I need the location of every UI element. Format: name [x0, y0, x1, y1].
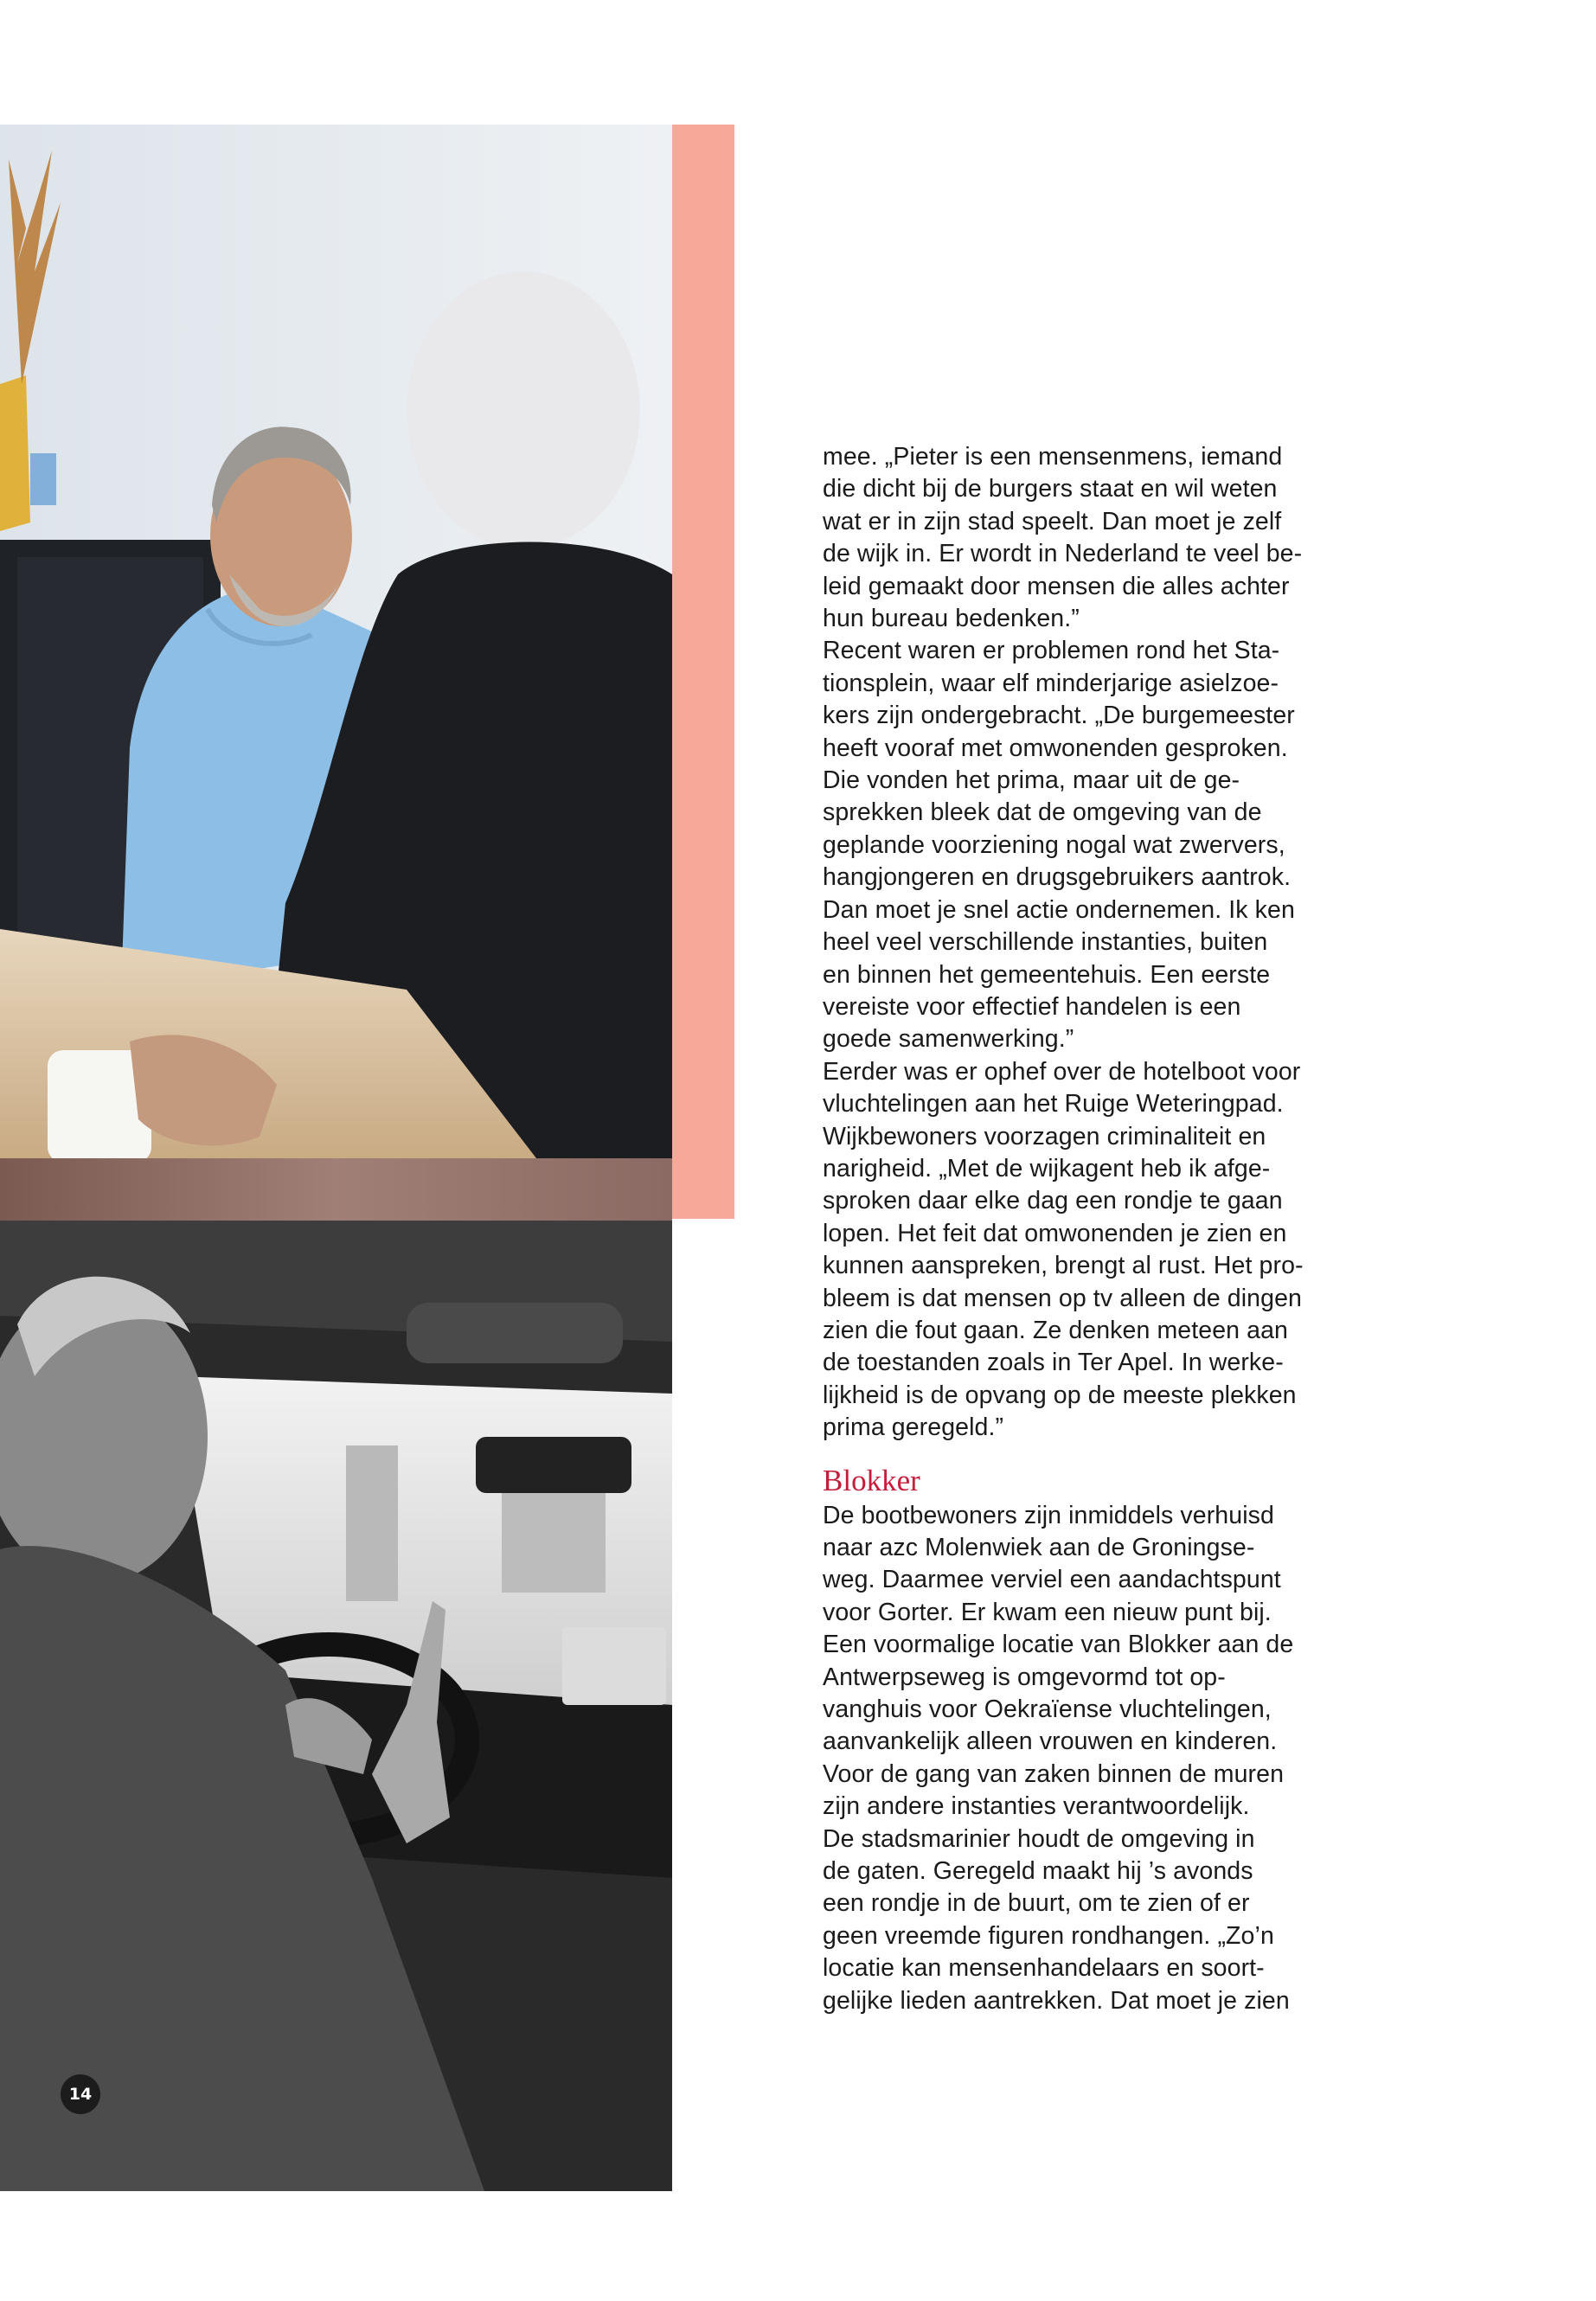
- text-line: geen vreemde figuren rondhangen. „Zo’n: [823, 1921, 1274, 1950]
- text-line: sprekken bleek dat de omgeving van de: [823, 798, 1262, 827]
- divider-band: [0, 1158, 672, 1221]
- paragraph-2: [823, 635, 1359, 1055]
- text-line: een rondje in de buurt, om te zien of er: [823, 1889, 1250, 1918]
- text-line: geplande voorziening nogal wat zwervers,: [823, 830, 1285, 859]
- photo-man-driving-car-icon: [0, 1221, 672, 2191]
- text-line: heeft vooraf met omwonenden gesproken.: [823, 734, 1288, 762]
- text-line: De bootbewoners zijn inmiddels verhuisd: [823, 1501, 1274, 1529]
- text-line: aanvankelijk alleen vrouwen en kinderen.: [823, 1727, 1278, 1756]
- page-number: 14: [61, 2074, 100, 2114]
- text-line: vanghuis voor Oekraïense vluchtelingen,: [823, 1695, 1272, 1724]
- text-line: leid gemaakt door mensen die alles achter: [823, 572, 1290, 600]
- text-line: Recent waren er problemen rond het Sta-: [823, 637, 1280, 665]
- text-line: zijn andere instanties verantwoordelijk.: [823, 1792, 1250, 1821]
- text-line: en binnen het gemeentehuis. Een eerste: [823, 960, 1271, 989]
- text-line: lijkheid is de opvang op de meeste plekken: [823, 1381, 1297, 1409]
- text-line: zien die fout gaan. Ze denken meteen aan: [823, 1316, 1288, 1344]
- text-line: vluchtelingen aan het Ruige Weteringpad.: [823, 1090, 1284, 1118]
- photo-top: [0, 125, 672, 1158]
- text-line: Antwerpseweg is omgevormd tot op-: [823, 1663, 1226, 1691]
- section-heading: Blokker: [823, 1463, 920, 1497]
- text-line: sproken daar elke dag een rondje te gaan: [823, 1187, 1283, 1215]
- text-line: prima geregeld.”: [823, 1413, 1004, 1442]
- text-line: mee. „Pieter is een mensenmens, iemand: [823, 443, 1283, 471]
- text-line: de wijk in. Er wordt in Nederland te veel be-: [823, 540, 1303, 568]
- photo-two-men-talking-icon: [0, 125, 672, 1158]
- text-line: Voor de gang van zaken binnen de muren: [823, 1759, 1285, 1788]
- text-line: de toestanden zoals in Ter Apel. In werke-: [823, 1349, 1284, 1377]
- text-line: gelijke lieden aantrekken. Dat moet je zien: [823, 1986, 1290, 2015]
- text-line: de gaten. Geregeld maakt hij ’s avonds: [823, 1857, 1253, 1886]
- text-line: wat er in zijn stad speelt. Dan moet je zelf: [823, 507, 1282, 535]
- text-line: Wijkbewoners voorzagen criminaliteit en: [823, 1122, 1266, 1150]
- paragraph-4: [823, 1500, 1359, 2018]
- text-line: hun bureau bedenken.”: [823, 605, 1080, 633]
- text-line: weg. Daarmee verviel een aandachtspunt: [823, 1566, 1281, 1594]
- photo-bottom: [0, 1221, 672, 2191]
- text-line: voor Gorter. Er kwam een nieuw punt bij.: [823, 1598, 1272, 1626]
- text-line: hangjongeren en drugsgebruikers aantrok.: [823, 863, 1292, 892]
- text-line: bleem is dat mensen op tv alleen de dingen: [823, 1284, 1302, 1312]
- article-column: [823, 441, 1359, 2017]
- text-line: narigheid. „Met de wijkagent heb ik afge-: [823, 1154, 1271, 1183]
- text-line: die dicht bij de burgers staat en wil weten: [823, 475, 1278, 503]
- text-line: tionsplein, waar elf minderjarige asielzoe-: [823, 669, 1279, 697]
- text-line: vereiste voor effectief handelen is een: [823, 992, 1241, 1021]
- paragraph-1: [823, 441, 1359, 635]
- text-line: Een voormalige locatie van Blokker aan de: [823, 1631, 1294, 1659]
- text-line: goede samenwerking.”: [823, 1025, 1074, 1054]
- text-line: naar azc Molenwiek aan de Groningse-: [823, 1534, 1255, 1561]
- text-line: kunnen aanspreken, brengt al rust. Het pro-: [823, 1252, 1304, 1280]
- text-line: Die vonden het prima, maar uit de ge-: [823, 766, 1240, 795]
- text-line: kers zijn ondergebracht. „De burgemeester: [823, 702, 1295, 730]
- text-line: heel veel verschillende instanties, buiten: [823, 928, 1268, 957]
- paragraph-3: [823, 1056, 1359, 1445]
- text-line: lopen. Het feit dat omwonenden je zien en: [823, 1219, 1287, 1247]
- text-line: De stadsmarinier houdt de omgeving in: [823, 1824, 1255, 1853]
- text-line: Dan moet je snel actie ondernemen. Ik ken: [823, 895, 1295, 924]
- text-line: locatie kan mensenhandelaars en soort-: [823, 1954, 1265, 1983]
- text-line: Eerder was er ophef over de hotelboot voor: [823, 1057, 1301, 1086]
